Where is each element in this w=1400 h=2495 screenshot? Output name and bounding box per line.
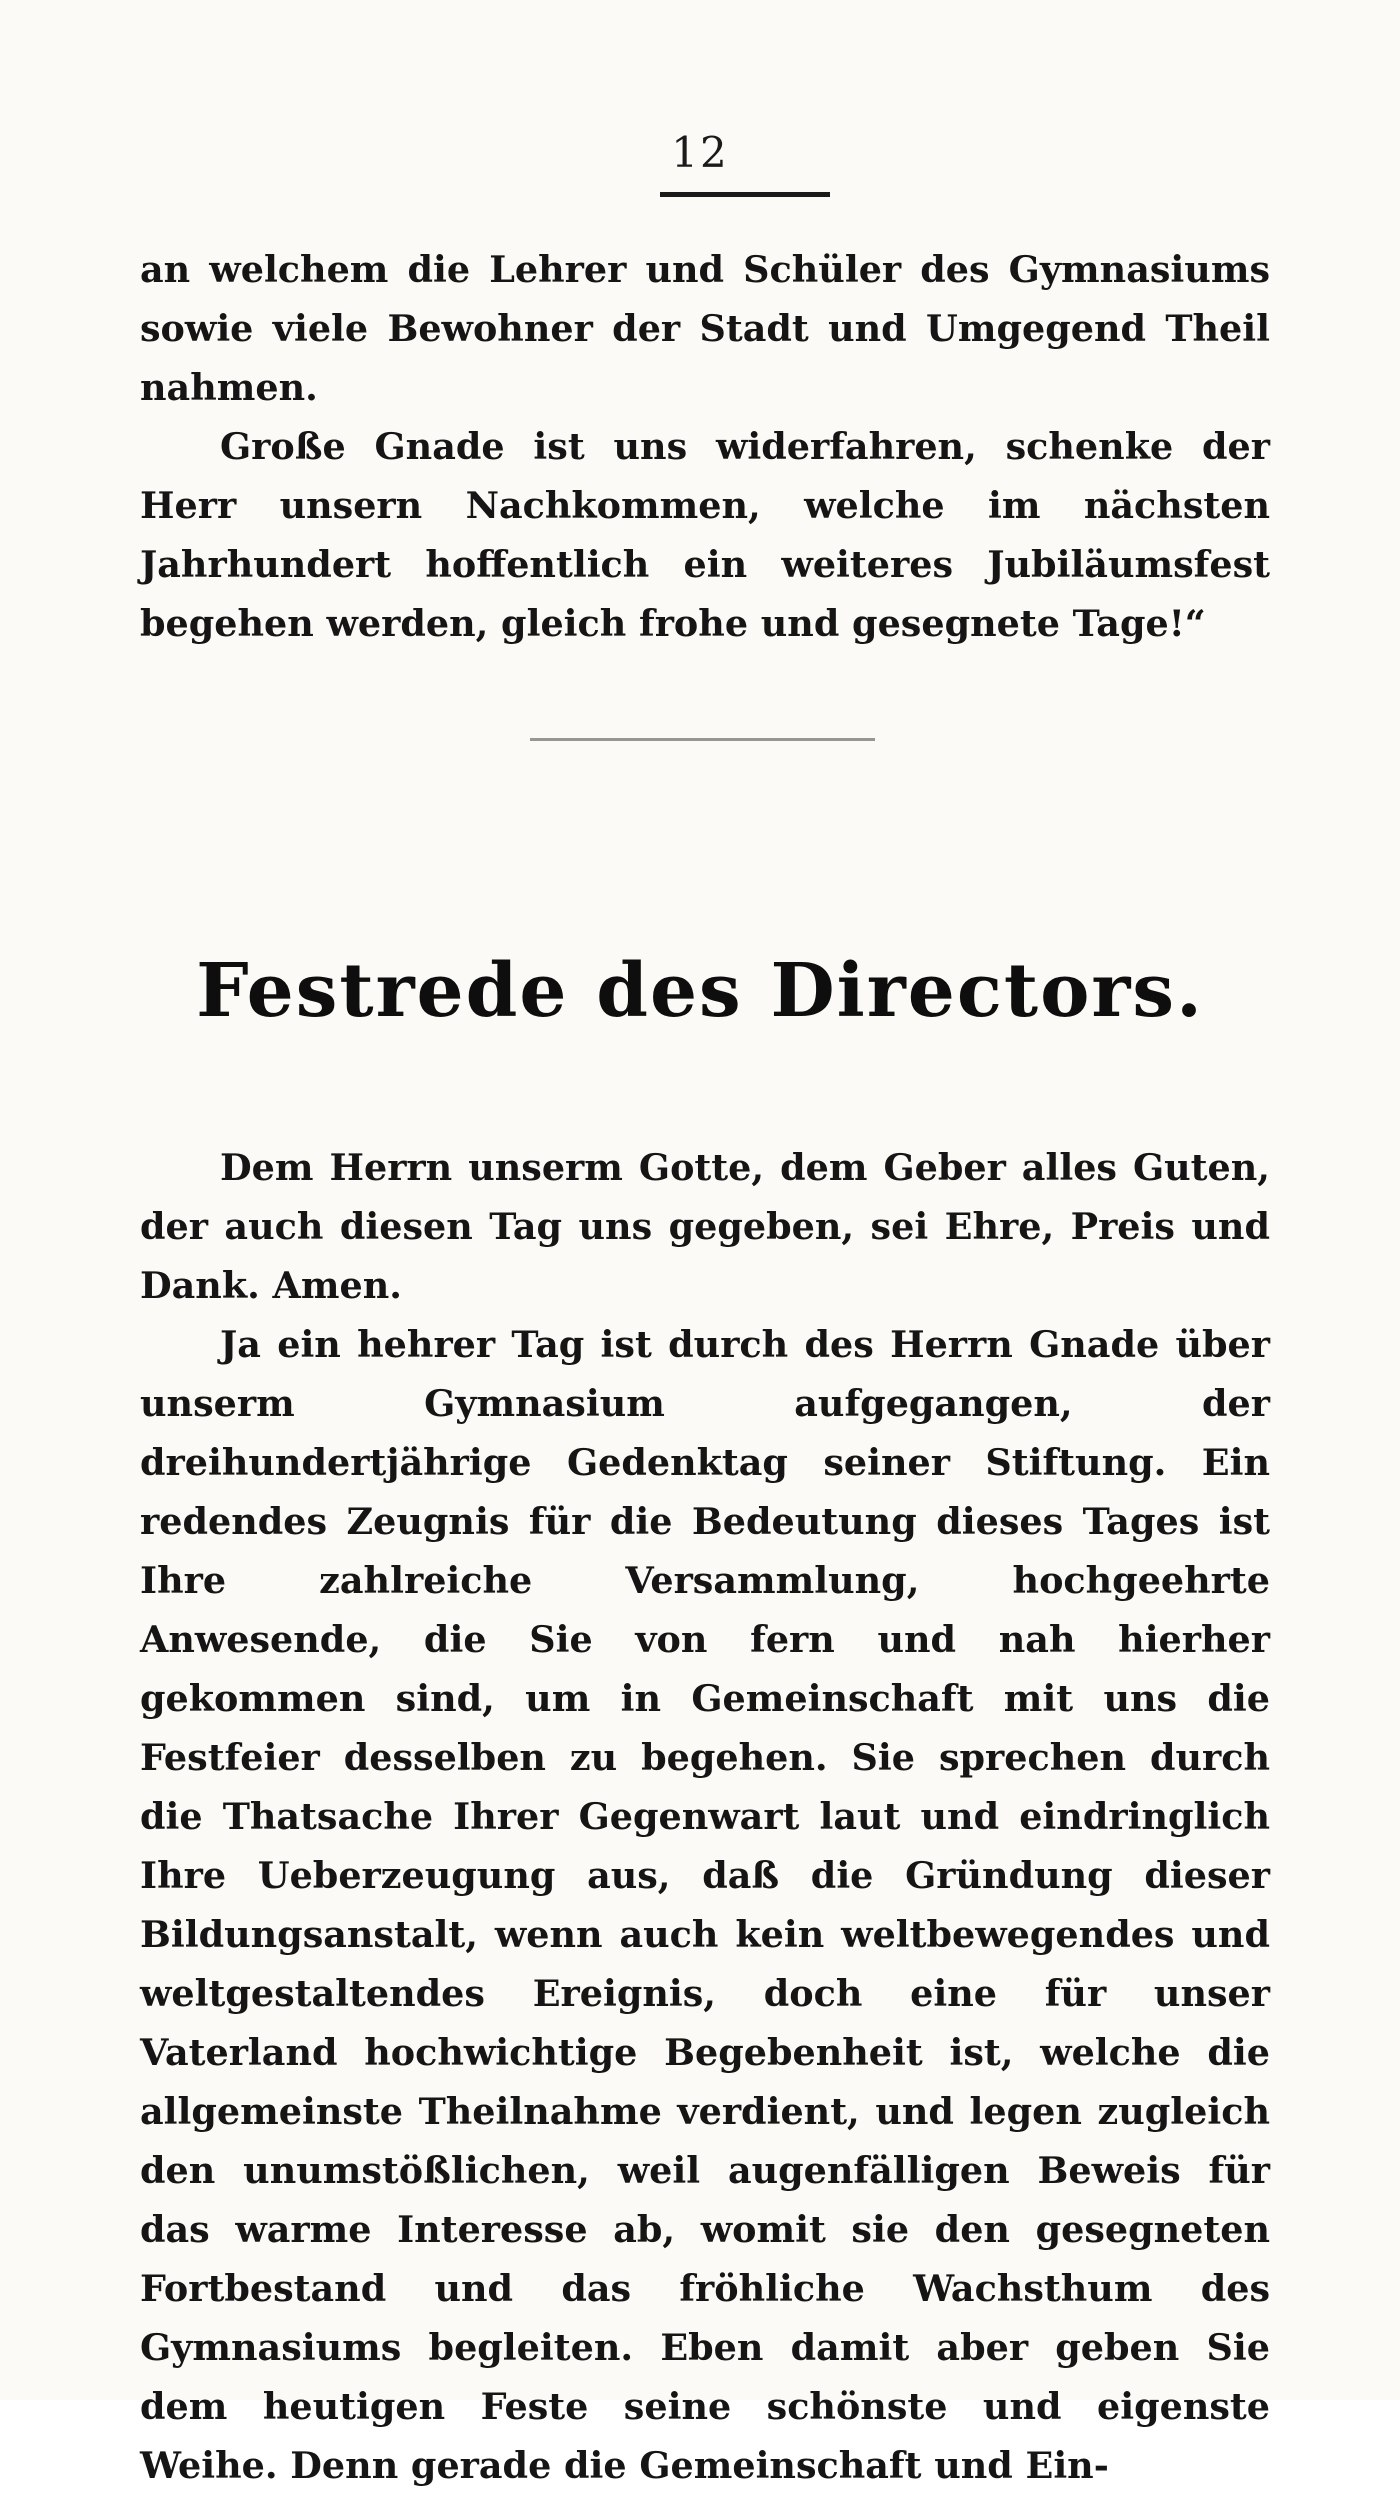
paragraph-speech: Ja ein hehrer Tag ist durch des Herrn Gnade über unserm Gymnasium aufgegangen, der dreihundertjährige Gedenktag seiner Stiftung. Ein redendes Zeugnis für die Bedeutung dieses Tages ist Ihre zahlreiche Versammlung, hochgeehrte Anwesende, die Sie von fern und nah hierher gekommen sind, um in Gemeinschaft mit uns die Festfeier desselben zu begehen. Sie sprechen durch die Thatsache Ihrer Gegenwart laut und eindringlich Ihre Ueberzeugung aus, daß die Gründung dieser Bildungsanstalt, wenn auch kein weltbewegendes und weltgestaltendes Ereignis, doch eine für unser Vaterland hochwichtige Begebenheit ist, welche die allgemeinste Theilnahme verdient, und legen zugleich den unumstößlichen, weil augenfälligen Beweis für das warme Interesse ab, womit sie den gesegneten Fortbestand und das fröhliche Wachsthum des Gymnasiums begleiten. Eben damit aber geben Sie dem heutigen Feste seine schönste und eigenste Weihe. Denn gerade die Gemeinschaft und Ein-	[140, 1323, 1270, 2487]
page-number: 12	[671, 128, 729, 177]
paragraph-invocation: Dem Herrn unserm Gotte, dem Geber alles Guten, der auch diesen Tag uns gegeben, sei Ehre, Preis und Dank. Amen.	[140, 1146, 1270, 1307]
speech-text-block	[140, 1138, 1270, 2495]
top-text-block	[140, 240, 1270, 653]
strikethrough-rule	[530, 738, 875, 741]
section-heading: Festrede des Directors.	[196, 948, 1204, 1034]
paragraph-blessing: Große Gnade ist uns widerfahren, schenke der Herr unsern Nachkommen, welche im nächsten Jahrhundert hoffentlich ein weiteres Jubiläumsfest begehen werden, gleich frohe und gesegnete Tage!“	[140, 425, 1270, 645]
paragraph-continuation: an welchem die Lehrer und Schüler des Gymnasiums sowie viele Bewohner der Stadt und Umgegend Theil nahmen.	[140, 248, 1270, 409]
header-rule	[660, 192, 830, 197]
